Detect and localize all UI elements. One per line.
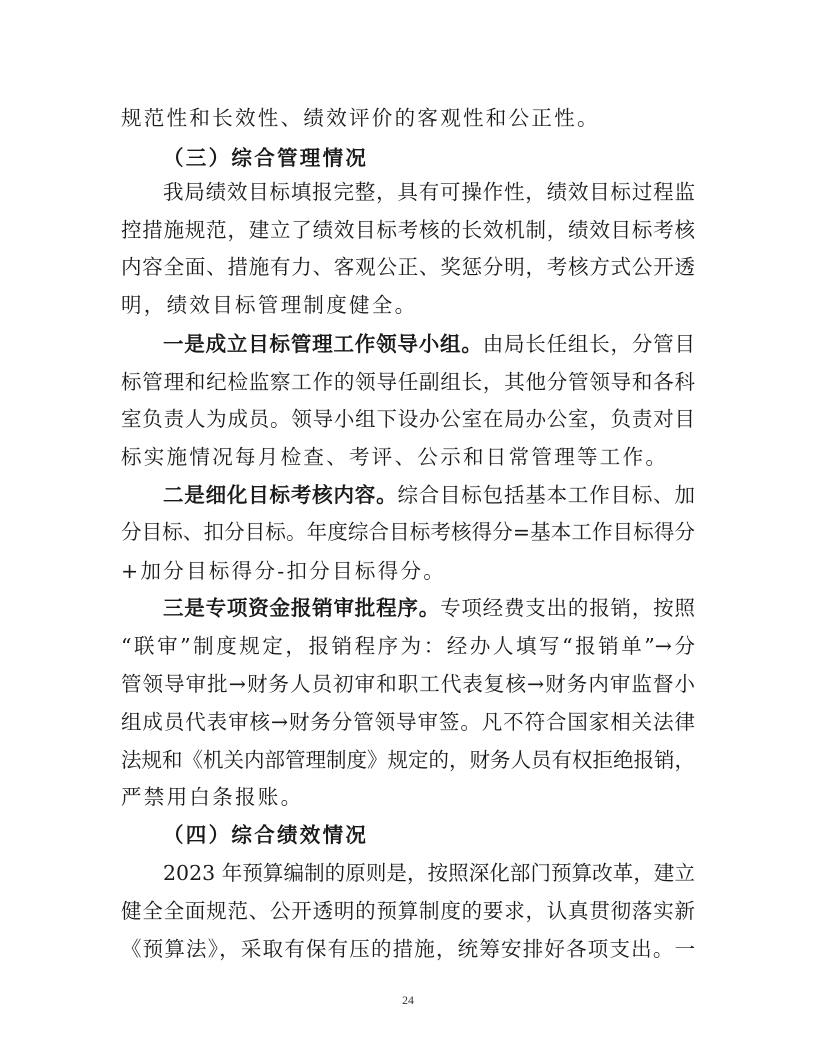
paragraph-text: 综合目标包括基本工作目标、加 bbox=[397, 483, 695, 507]
paragraph-line: 室负责人为成员。领导小组下设办公室在局办公室，负责对目 bbox=[121, 407, 695, 431]
paragraph-line: 内容全面、措施有力、客观公正、奖惩分明，考核方式公开透 bbox=[121, 255, 695, 279]
paragraph-line: 2023 年预算编制的原则是，按照深化部门预算改革，建立 bbox=[163, 861, 695, 885]
paragraph-line: “联审”制度规定，报销程序为：经办人填写“报销单”→分 bbox=[121, 634, 695, 658]
paragraph-line bbox=[163, 588, 695, 628]
paragraph-lead-bold: 三是专项资金报销审批程序。 bbox=[163, 596, 441, 620]
paragraph-line: 《预算法》，采取有保有压的措施，统筹安排好各项支出。一 bbox=[121, 937, 695, 961]
paragraph-text: 由局长任组长，分管目 bbox=[482, 332, 695, 356]
paragraph-line: 健全全面规范、公开透明的预算制度的要求，认真贯彻落实新 bbox=[121, 899, 695, 923]
paragraph-line: 控措施规范，建立了绩效目标考核的长效机制，绩效目标考核 bbox=[121, 218, 695, 242]
paragraph-line: 组成员代表审核→财务分管领导审签。凡不符合国家相关法律 bbox=[121, 710, 695, 734]
section-heading-comprehensive-performance: （四）综合绩效情况 bbox=[163, 823, 369, 847]
paragraph-line: 明，绩效目标管理制度健全。 bbox=[121, 293, 418, 317]
paragraph-line: 标管理和纪检监察工作的领导任副组长，其他分管领导和各科 bbox=[121, 370, 695, 394]
paragraph-line bbox=[163, 324, 695, 364]
paragraph-line: 分目标、扣分目标。年度综合目标考核得分=基本工作目标得分 bbox=[121, 520, 695, 544]
paragraph-text: 专项经费支出的报销，按照 bbox=[440, 596, 695, 620]
paragraph-line: 法规和《机关内部管理制度》规定的，财务人员有权拒绝报销， bbox=[121, 748, 695, 772]
paragraph-line: 严禁用白条报账。 bbox=[121, 785, 304, 809]
paragraph-line: 我局绩效目标填报完整，具有可操作性，绩效目标过程监 bbox=[163, 180, 695, 204]
paragraph-line: 标实施情况每月检查、考评、公示和日常管理等工作。 bbox=[121, 445, 669, 469]
paragraph-line: 规范性和长效性、绩效评价的客观性和公正性。 bbox=[121, 106, 600, 130]
section-heading-comprehensive-management: （三）综合管理情况 bbox=[163, 146, 369, 170]
paragraph-lead-bold: 二是细化目标考核内容。 bbox=[163, 483, 398, 507]
paragraph-line bbox=[163, 475, 695, 515]
paragraph-line: 管领导审批→财务人员初审和职工代表复核→财务内审监督小 bbox=[121, 672, 695, 696]
paragraph-line: +加分目标得分-扣分目标得分。 bbox=[121, 559, 447, 583]
page-number: 24 bbox=[402, 993, 414, 1007]
paragraph-lead-bold: 一是成立目标管理工作领导小组。 bbox=[163, 332, 483, 356]
